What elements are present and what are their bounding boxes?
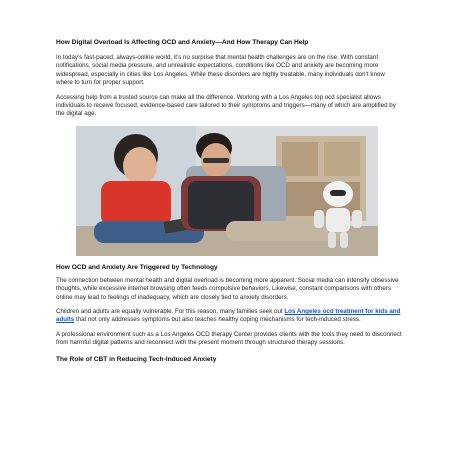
section1-p2-text-before: Children and adults are equally vulnerable. For this reason, many families seek out [56, 308, 285, 316]
article-body [56, 38, 402, 364]
section1-p2-text-after: that not only addresses symptoms but also teaches healthy coping mechanisms for tech-induced stress. [74, 316, 361, 324]
ocd-treatment-link[interactable]: Los Angeles ocd treatment for kids and adults [56, 308, 401, 324]
photo-illustration [76, 126, 378, 256]
intro-paragraph-2: Accessing help from a trusted source can make all the difference. Working with a Los Angeles top ocd specialist allows individuals to receive focused, evidence-based care tailored to their symptoms and triggers—many of which are amplified by the digital age. [56, 93, 396, 118]
intro-paragraph-1: In today’s fast-paced, always-online world, it’s no surprise that mental health challenges are on the rise. With constant notifications, social media pressure, and unrealistic expectations, conditions like OCD and anxiety are becoming more widespread, especially in cities like Los Angeles. While these disorders are highly treatable, many individuals don’t know where to turn for proper support. [56, 54, 385, 87]
section1-paragraph-1: The connection between mental health and digital overload is becoming more apparent. Social media can intensify obsessive thoughts, while excessive internet browsing often feeds compulsive behaviors. Likewise, constant comparisons with others online may lead to feelings of inadequacy, which are closely tied to anxiety disorders. [56, 276, 399, 301]
section1-paragraph-3: A professional environment such as a Los Angeles OCD therapy Center provides clients with the tools they need to disconnect from harmful digital patterns and reconnect with the present moment through structured therapy sessions. [56, 330, 402, 347]
section-heading-technology: How OCD and Anxiety Are Triggered by Technology [56, 263, 218, 271]
article-title: How Digital Overload Is Affecting OCD and Anxiety—And How Therapy Can Help [56, 39, 309, 46]
section-heading-cbt: The Role of CBT in Reducing Tech-Induced Anxiety [56, 355, 217, 363]
section1-paragraph-2 [56, 308, 402, 325]
article-photo [76, 126, 378, 256]
